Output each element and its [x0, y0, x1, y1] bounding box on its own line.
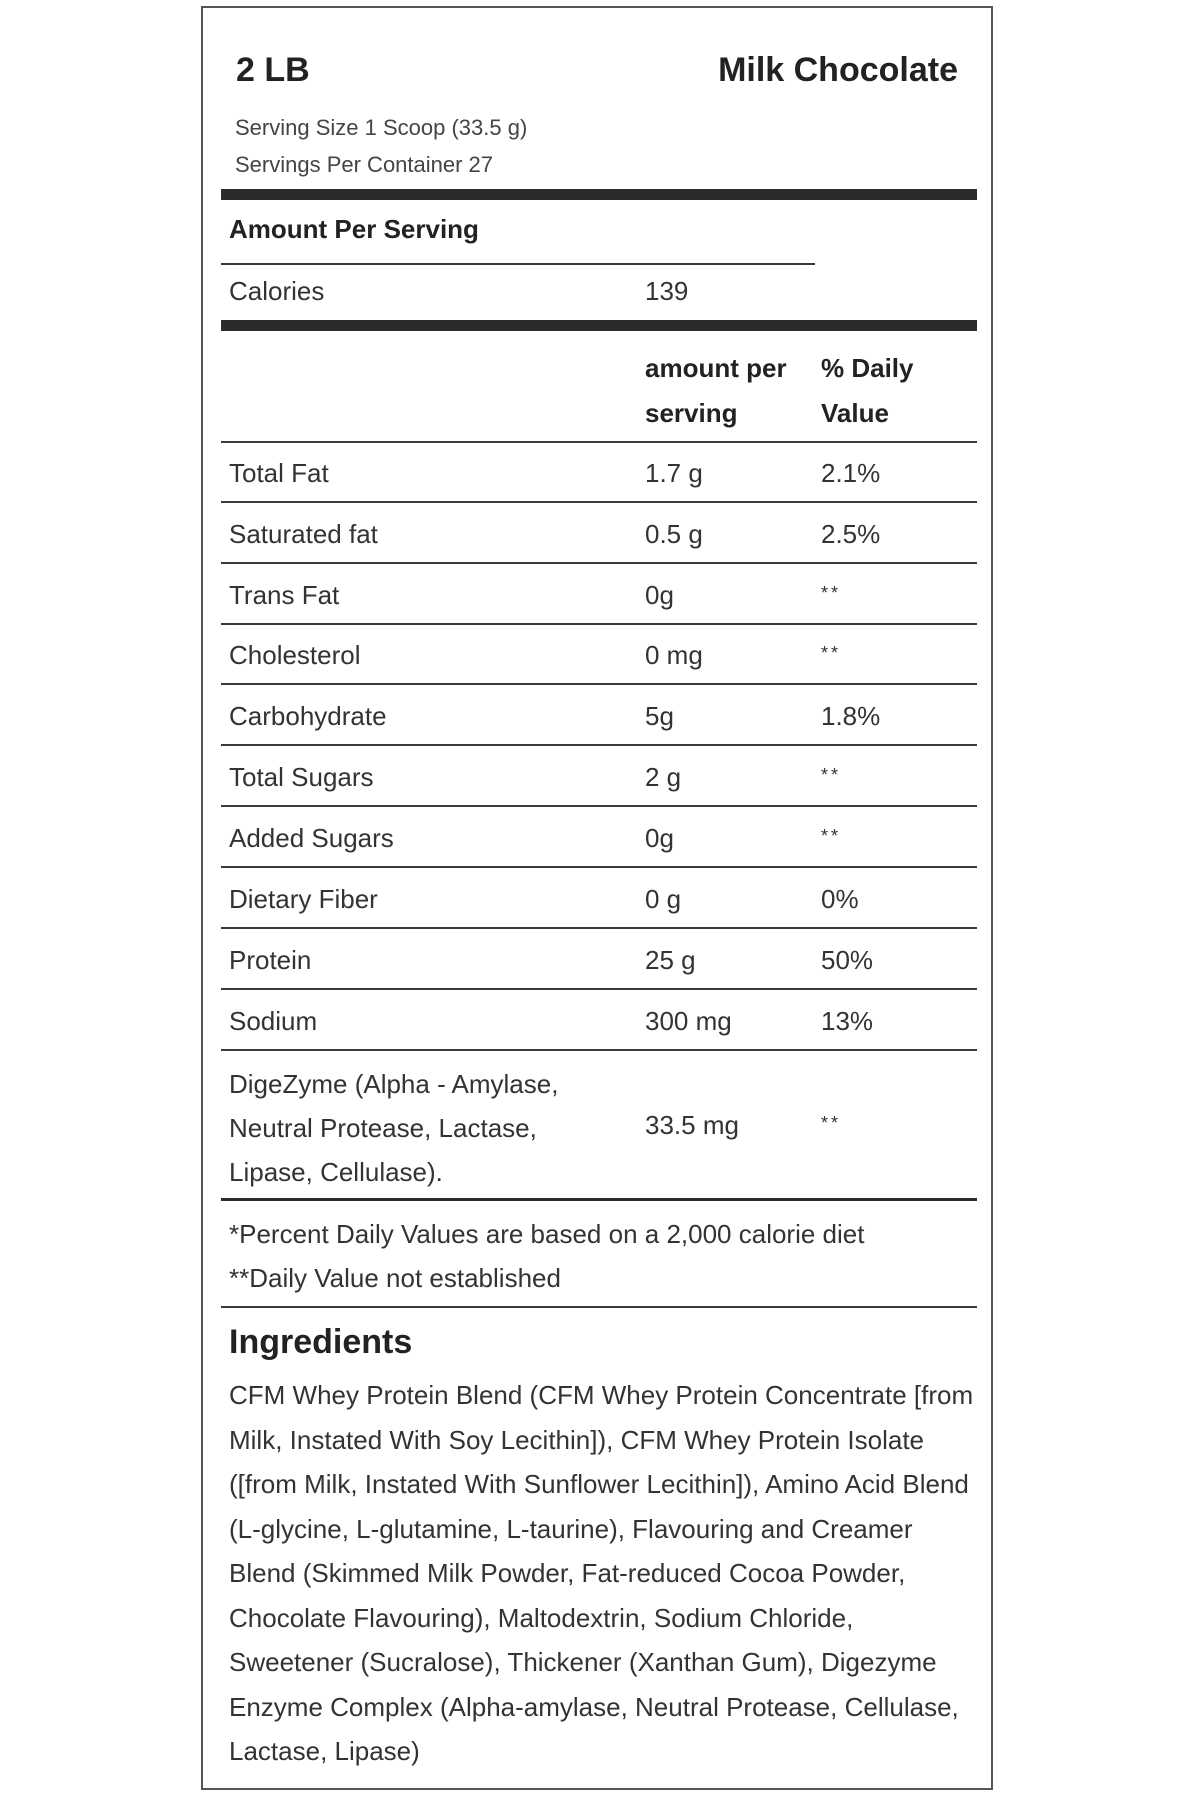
nutrient-name: Trans Fat: [229, 580, 340, 610]
row-divider: [221, 805, 977, 807]
digezyme-line2: Neutral Protease, Lactase,: [229, 1113, 537, 1143]
nutrient-daily-value: 1.8%: [821, 701, 881, 731]
row-divider: [221, 988, 977, 990]
nutrient-daily-value: 2.5%: [821, 519, 881, 549]
nutrient-amount: 1.7 g: [645, 458, 703, 488]
row-divider: [221, 562, 977, 564]
flavor-name: Milk Chocolate: [718, 51, 958, 89]
calories-label: Calories: [229, 276, 325, 306]
row-divider: [221, 927, 977, 929]
nutrient-daily-value: **: [821, 765, 842, 785]
row-divider: [221, 744, 977, 746]
footnote-not-established: **Daily Value not established: [229, 1263, 561, 1293]
servings-per-container: Servings Per Container 27: [235, 152, 494, 177]
nutrient-daily-value: **: [821, 583, 842, 603]
nutrient-name: Cholesterol: [229, 640, 361, 670]
footnote-divider: [221, 1198, 977, 1201]
ingredients-divider: [221, 1306, 977, 1308]
calories-divider: [221, 263, 815, 265]
digezyme-name: [229, 1062, 558, 1194]
amount-per-serving-heading: Amount Per Serving: [229, 214, 479, 244]
nutrient-daily-value: 13%: [821, 1006, 874, 1036]
calories-value: 139: [645, 276, 689, 306]
nutrient-name: Dietary Fiber: [229, 884, 378, 914]
top-thick-divider: [221, 189, 977, 200]
daily-value-column-header: [821, 346, 914, 436]
digezyme-daily-value: **: [821, 1113, 842, 1133]
nutrient-name: Sodium: [229, 1006, 318, 1036]
calories-thick-divider: [221, 320, 977, 331]
serving-size: Serving Size 1 Scoop (33.5 g): [235, 115, 528, 140]
nutrient-name: Total Sugars: [229, 762, 374, 792]
row-divider: [221, 683, 977, 685]
digezyme-line1: DigeZyme (Alpha - Amylase,: [229, 1069, 559, 1099]
nutrient-daily-value: 0%: [821, 884, 859, 914]
amount-column-header: [645, 346, 787, 436]
digezyme-amount: 33.5 mg: [645, 1110, 739, 1140]
row-divider: [221, 501, 977, 503]
amount-header-line1: amount per: [645, 353, 787, 383]
row-divider: [221, 866, 977, 868]
footnote-daily-values: *Percent Daily Values are based on a 2,000 calorie diet: [229, 1219, 865, 1249]
nutrient-amount: 5g: [645, 701, 674, 731]
digezyme-line3: Lipase, Cellulase).: [229, 1157, 443, 1187]
nutrient-daily-value: **: [821, 826, 842, 846]
dv-header-line2: Value: [821, 398, 889, 428]
ingredients-title: Ingredients: [229, 1323, 413, 1361]
nutrient-amount: 25 g: [645, 945, 696, 975]
nutrient-daily-value: 2.1%: [821, 458, 881, 488]
nutrient-name: Added Sugars: [229, 823, 394, 853]
nutrient-amount: 300 mg: [645, 1006, 732, 1036]
nutrient-daily-value: **: [821, 643, 842, 663]
nutrient-amount: 0g: [645, 823, 674, 853]
nutrient-daily-value: 50%: [821, 945, 874, 975]
ingredients-text: CFM Whey Protein Blend (CFM Whey Protein Concentrate [from Milk, Instated With Soy Lecithin]), CFM Whey Protein Isolate ([from Milk, Instated With Sunflower Lecithin]), Amino Acid Blend (L-glycine, L-glutamine, L-taurine), Flavouring and Creamer Blend (Skimmed Milk Powder, Fat-reduced Cocoa Powder, Chocolate Flavouring), Maltodextrin, Sodium Chloride, Sweetener (Sucralose), Thickener (Xanthan Gum), Digezyme Enzyme Complex (Alpha-amylase, Neutral Protease, Cellulase, Lactase, Lipase): [229, 1380, 974, 1766]
nutrient-name: Carbohydrate: [229, 701, 387, 731]
nutrient-name: Total Fat: [229, 458, 329, 488]
row-divider: [221, 1049, 977, 1051]
nutrient-name: Saturated fat: [229, 519, 378, 549]
container-size: 2 LB: [236, 51, 310, 89]
nutrient-amount: 0 g: [645, 884, 682, 914]
nutrient-amount: 0 mg: [645, 640, 703, 670]
nutrient-amount: 2 g: [645, 762, 682, 792]
amount-header-line2: serving: [645, 398, 738, 428]
dv-header-line1: % Daily: [821, 353, 914, 383]
row-divider: [221, 623, 977, 625]
nutrient-amount: 0g: [645, 580, 674, 610]
nutrient-amount: 0.5 g: [645, 519, 703, 549]
row-divider: [221, 441, 977, 443]
nutrition-label: [201, 6, 993, 1790]
nutrient-name: Protein: [229, 945, 312, 975]
